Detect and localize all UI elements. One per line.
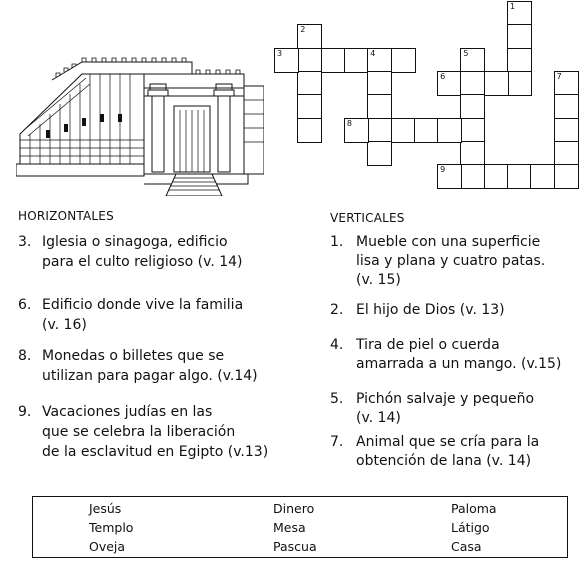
crossword-cell[interactable] xyxy=(554,118,579,143)
clue-text: lisa y plana y cuatro patas. xyxy=(356,253,546,269)
word-bank-item: Dinero xyxy=(273,501,315,516)
cell-number: 3 xyxy=(277,48,283,58)
clue-text: Iglesia o sinagoga, edificio xyxy=(42,234,228,250)
word-bank-item: Pascua xyxy=(273,539,317,554)
clue-text: que se celebra la liberación xyxy=(42,424,236,440)
crossword-cell[interactable] xyxy=(507,24,532,49)
crossword-cell[interactable] xyxy=(414,118,439,143)
clue-text: Pichón salvaje y pequeño xyxy=(356,391,535,407)
clue-text: Animal que se cría para la xyxy=(356,434,540,450)
crossword-cell[interactable] xyxy=(554,71,579,96)
word-bank-item: Látigo xyxy=(451,520,490,535)
clue-number: 1. xyxy=(330,234,344,250)
crossword-cell[interactable] xyxy=(460,141,485,166)
crossword-cell[interactable] xyxy=(437,118,462,143)
word-bank-item: Templo xyxy=(89,520,134,535)
word-bank-item: Oveja xyxy=(89,539,126,554)
clue-number: 8. xyxy=(18,348,32,364)
clue-text: para el culto religioso (v. 14) xyxy=(42,254,243,270)
crossword-cell[interactable] xyxy=(367,94,392,119)
word-bank-item: Casa xyxy=(451,539,482,554)
crossword-cell[interactable] xyxy=(391,48,416,73)
crossword-cell[interactable] xyxy=(437,71,462,96)
crossword-cell[interactable] xyxy=(297,48,322,73)
crossword-cell[interactable] xyxy=(344,118,369,143)
clue-text: (v. 16) xyxy=(42,317,87,333)
crossword-cell[interactable] xyxy=(321,48,346,73)
cell-number: 2 xyxy=(300,25,306,35)
clue-number: 4. xyxy=(330,337,344,353)
crossword-cell[interactable] xyxy=(554,94,579,119)
crossword-cell[interactable] xyxy=(460,118,485,143)
cell-number: 7 xyxy=(556,71,562,81)
crossword-cell[interactable] xyxy=(460,164,485,189)
clue-number: 7. xyxy=(330,434,344,450)
crossword-cell[interactable] xyxy=(507,164,532,189)
clue-number: 9. xyxy=(18,404,32,420)
crossword-grid xyxy=(0,0,584,200)
clue-text: obtención de lana (v. 14) xyxy=(356,453,532,469)
word-bank xyxy=(32,496,568,558)
crossword-cell[interactable] xyxy=(460,48,485,73)
crossword-cell[interactable] xyxy=(367,48,392,73)
crossword-cell[interactable] xyxy=(274,48,299,73)
clue-text: (v. 14) xyxy=(356,410,401,426)
cell-number: 9 xyxy=(440,165,446,175)
crossword-cell[interactable] xyxy=(297,71,322,96)
verticales-heading: VERTICALES xyxy=(330,211,405,225)
cell-number: 4 xyxy=(370,48,376,58)
crossword-cell[interactable] xyxy=(507,1,532,26)
clue-text: Tira de piel o cuerda xyxy=(356,337,500,353)
crossword-cell[interactable] xyxy=(297,24,322,49)
clue-number: 3. xyxy=(18,234,32,250)
crossword-cell[interactable] xyxy=(367,118,392,143)
crossword-cell[interactable] xyxy=(297,118,322,143)
crossword-cell[interactable] xyxy=(554,141,579,166)
crossword-cell[interactable] xyxy=(437,164,462,189)
clue-text: amarrada a un mango. (v.15) xyxy=(356,356,562,372)
crossword-cell[interactable] xyxy=(484,71,509,96)
crossword-cell[interactable] xyxy=(367,71,392,96)
cell-number: 6 xyxy=(440,71,446,81)
clue-text: Vacaciones judías en las xyxy=(42,404,213,420)
crossword-cell[interactable] xyxy=(460,71,485,96)
cell-number: 5 xyxy=(463,48,469,58)
cell-number: 8 xyxy=(346,118,352,128)
clue-text: Edificio donde vive la familia xyxy=(42,297,244,313)
crossword-cell[interactable] xyxy=(367,141,392,166)
clue-text: Monedas o billetes que se xyxy=(42,348,225,364)
horizontales-heading: HORIZONTALES xyxy=(18,209,114,223)
cell-number: 1 xyxy=(510,2,516,11)
word-bank-item: Jesús xyxy=(89,501,122,516)
clue-text: utilizan para pagar algo. (v.14) xyxy=(42,368,258,384)
clue-number: 5. xyxy=(330,391,344,407)
clue-text: Mueble con una superficie xyxy=(356,234,541,250)
clue-text: El hijo de Dios (v. 13) xyxy=(356,302,505,318)
crossword-cell[interactable] xyxy=(554,164,579,189)
crossword-cell[interactable] xyxy=(344,48,369,73)
crossword-cell[interactable] xyxy=(484,164,509,189)
crossword-cell[interactable] xyxy=(391,118,416,143)
crossword-cell[interactable] xyxy=(530,164,555,189)
crossword-cell[interactable] xyxy=(507,71,532,96)
clue-number: 2. xyxy=(330,302,344,318)
clue-text: (v. 15) xyxy=(356,272,401,288)
crossword-cell[interactable] xyxy=(297,94,322,119)
crossword-cell[interactable] xyxy=(460,94,485,119)
word-bank-item: Paloma xyxy=(451,501,497,516)
word-bank-item: Mesa xyxy=(273,520,306,535)
clue-text: de la esclavitud en Egipto (v.13) xyxy=(42,444,269,460)
clue-number: 6. xyxy=(18,297,32,313)
crossword-cell[interactable] xyxy=(507,48,532,73)
